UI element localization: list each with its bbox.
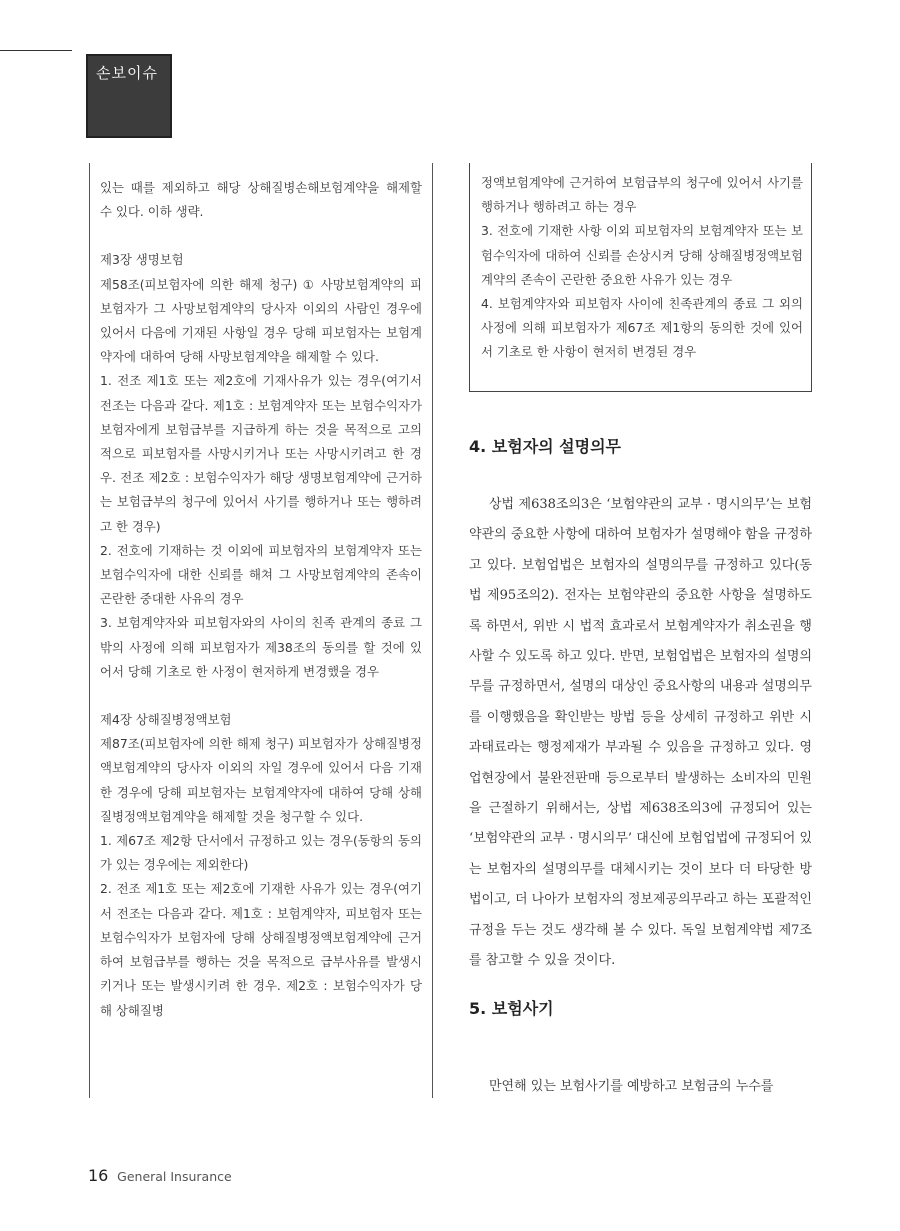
publication-name: General Insurance: [117, 1169, 232, 1184]
chapter-heading: 제3장 생명보험: [100, 252, 184, 268]
body-paragraph: 만연해 있는 보험사기를 예방하고 보험금의 누수를: [489, 1079, 774, 1094]
body-paragraph: 상법 제638조의3은 ‘보험약관의 교부 · 명시의무’는 보험약관의 중요한 사항에 대하여 보험자가 설명해야 함을 규정하고 있다. 보험업법은 보험자의 설명의무를 규정하고 있다(동법 제95조의2). 전자는 보험약관의 중요한 사항을 설명하도록 하면서, 위반 시 법적 효과로서 보험계약자가 취소권을 행사할 수 있도록 하고 있다. 반면, 보험업법은 보험자의 설명의무를 규정하면서, 설명의 대상인 중요사항의 내용과 설명의무를 이행했음을 확인받는 방법 등을 상세히 규정하고 위반 시 과태료라는 행정제재가 부과될 수 있음을 규정하고 있다. 영업현장에서 불완전판매 등으로부터 발생하는 소비자의 민원을 근절하기 위해서는, 상법 제638조의3에 규정되어 있는 ‘보험약관의 교부 · 명시의무’ 대신에 보험업법에 규정되어 있는 보험자의 설명의무를 대체시키는 것이 보다 더 타당한 방법이고, 더 나아가 보험자의 정보제공의무라고 하는 포괄적인 규정을 두는 것도 생각해 볼 수 있다. 독일 보험계약법 제7조를 참고할 수 있을 것이다.: [469, 497, 812, 969]
section-heading: 4. 보험자의 설명의무: [469, 437, 621, 456]
paragraph: 4. 보험계약자와 피보험자 사이에 친족관계의 종료 그 외의 사정에 의해 피보험자가 제67조 제1항의 동의한 것에 있어서 기초로 한 사항이 현저히 변경된 경우: [481, 296, 803, 360]
paragraph: 제58조(피보험자에 의한 해제 청구) ① 사망보험계약의 피보험자가 그 사망보험계약의 당사자 이외의 사람인 경우에 있어서 다음에 기재된 사항일 경우 당해 피보험자는 보험계약자에 대하여 당해 사망보험계약을 해제할 수 있다.: [100, 276, 422, 365]
paragraph: 있는 때를 제외하고 해당 상해질병손해보험계약을 해제할 수 있다. 이하 생략.: [100, 180, 422, 220]
section-tab-label: 손보이슈: [96, 64, 158, 82]
paragraph: 3. 전호에 기재한 사항 이외 피보험자의 보험계약자 또는 보험수익자에 대하여 신뢰를 손상시켜 당해 상해질병정액보험계약의 존속이 곤란한 중요한 사유가 있는 경우: [481, 223, 803, 287]
section-heading: 5. 보험사기: [469, 999, 554, 1018]
paragraph: 2. 전호에 기재하는 것 이외에 피보험자의 보험계약자 또는 보험수익자에 대한 신뢰를 해쳐 그 사망보험계약의 존속이 곤란한 중대한 사유의 경우: [100, 542, 422, 607]
paragraph: 제87조(피보험자에 의한 해제 청구) 피보험자가 상해질병정액보험계약의 당사자 이외의 자일 경우에 있어서 다음 기재한 경우에 당해 피보험자는 보험계약자에 대하여 당해 상해질병정액보험계약을 해제할 것을 청구할 수 있다.: [100, 736, 422, 824]
page-number: 16: [88, 1166, 109, 1185]
paragraph: 1. 제67조 제2항 단서에서 규정하고 있는 경우(동항의 동의가 있는 경우에는 제외한다): [100, 833, 422, 873]
page-footer: [88, 1166, 232, 1185]
quote-box: [469, 163, 812, 392]
paragraph: 3. 보험계약자와 피보험자와의 사이의 친족 관계의 종료 그 밖의 사정에 의해 피보험자가 제38조의 동의를 할 것에 있어서 당해 기초로 한 사정이 현저하게 변경했을 경우: [100, 615, 422, 679]
left-column-rule: [89, 163, 90, 1098]
column-divider-rule: [432, 163, 433, 1098]
left-column: [100, 176, 422, 1023]
paragraph: 정액보험계약에 근거하여 보험급부의 청구에 있어서 사기를 행하거나 행하려고 하는 경우: [481, 175, 803, 215]
section-tab: [86, 54, 172, 138]
header-rule: [0, 50, 72, 51]
paragraph: 1. 전조 제1호 또는 제2호에 기재사유가 있는 경우(여기서 전조는 다음과 같다. 제1호 : 보험계약자 또는 보험수익자가 보험자에게 보험급부를 지급하게 하는 것을 목적으로 고의적으로 피보험자를 사망시키거나 또는 사망시키려고 한 경우. 전조 제2호 : 보험수익자가 해당 생명보험계약에 근거하는 보험급부의 청구에 있어서 사기를 행하거나 또는 행하려고 한 경우): [100, 373, 422, 534]
paragraph: 2. 전조 제1호 또는 제2호에 기재한 사유가 있는 경우(여기서 전조는 다음과 같다. 제1호 : 보험계약자, 피보험자 또는 보험수익자가 보험자에 당해 상해질병정액보험계약에 근거하여 보험급부를 행하는 것을 목적으로 급부사유를 발생시키거나 또는 발생시키려 한 경우. 제2호 : 보험수익자가 당해 상해질병: [100, 881, 422, 1018]
chapter-heading: 제4장 상해질병정액보험: [100, 712, 232, 728]
